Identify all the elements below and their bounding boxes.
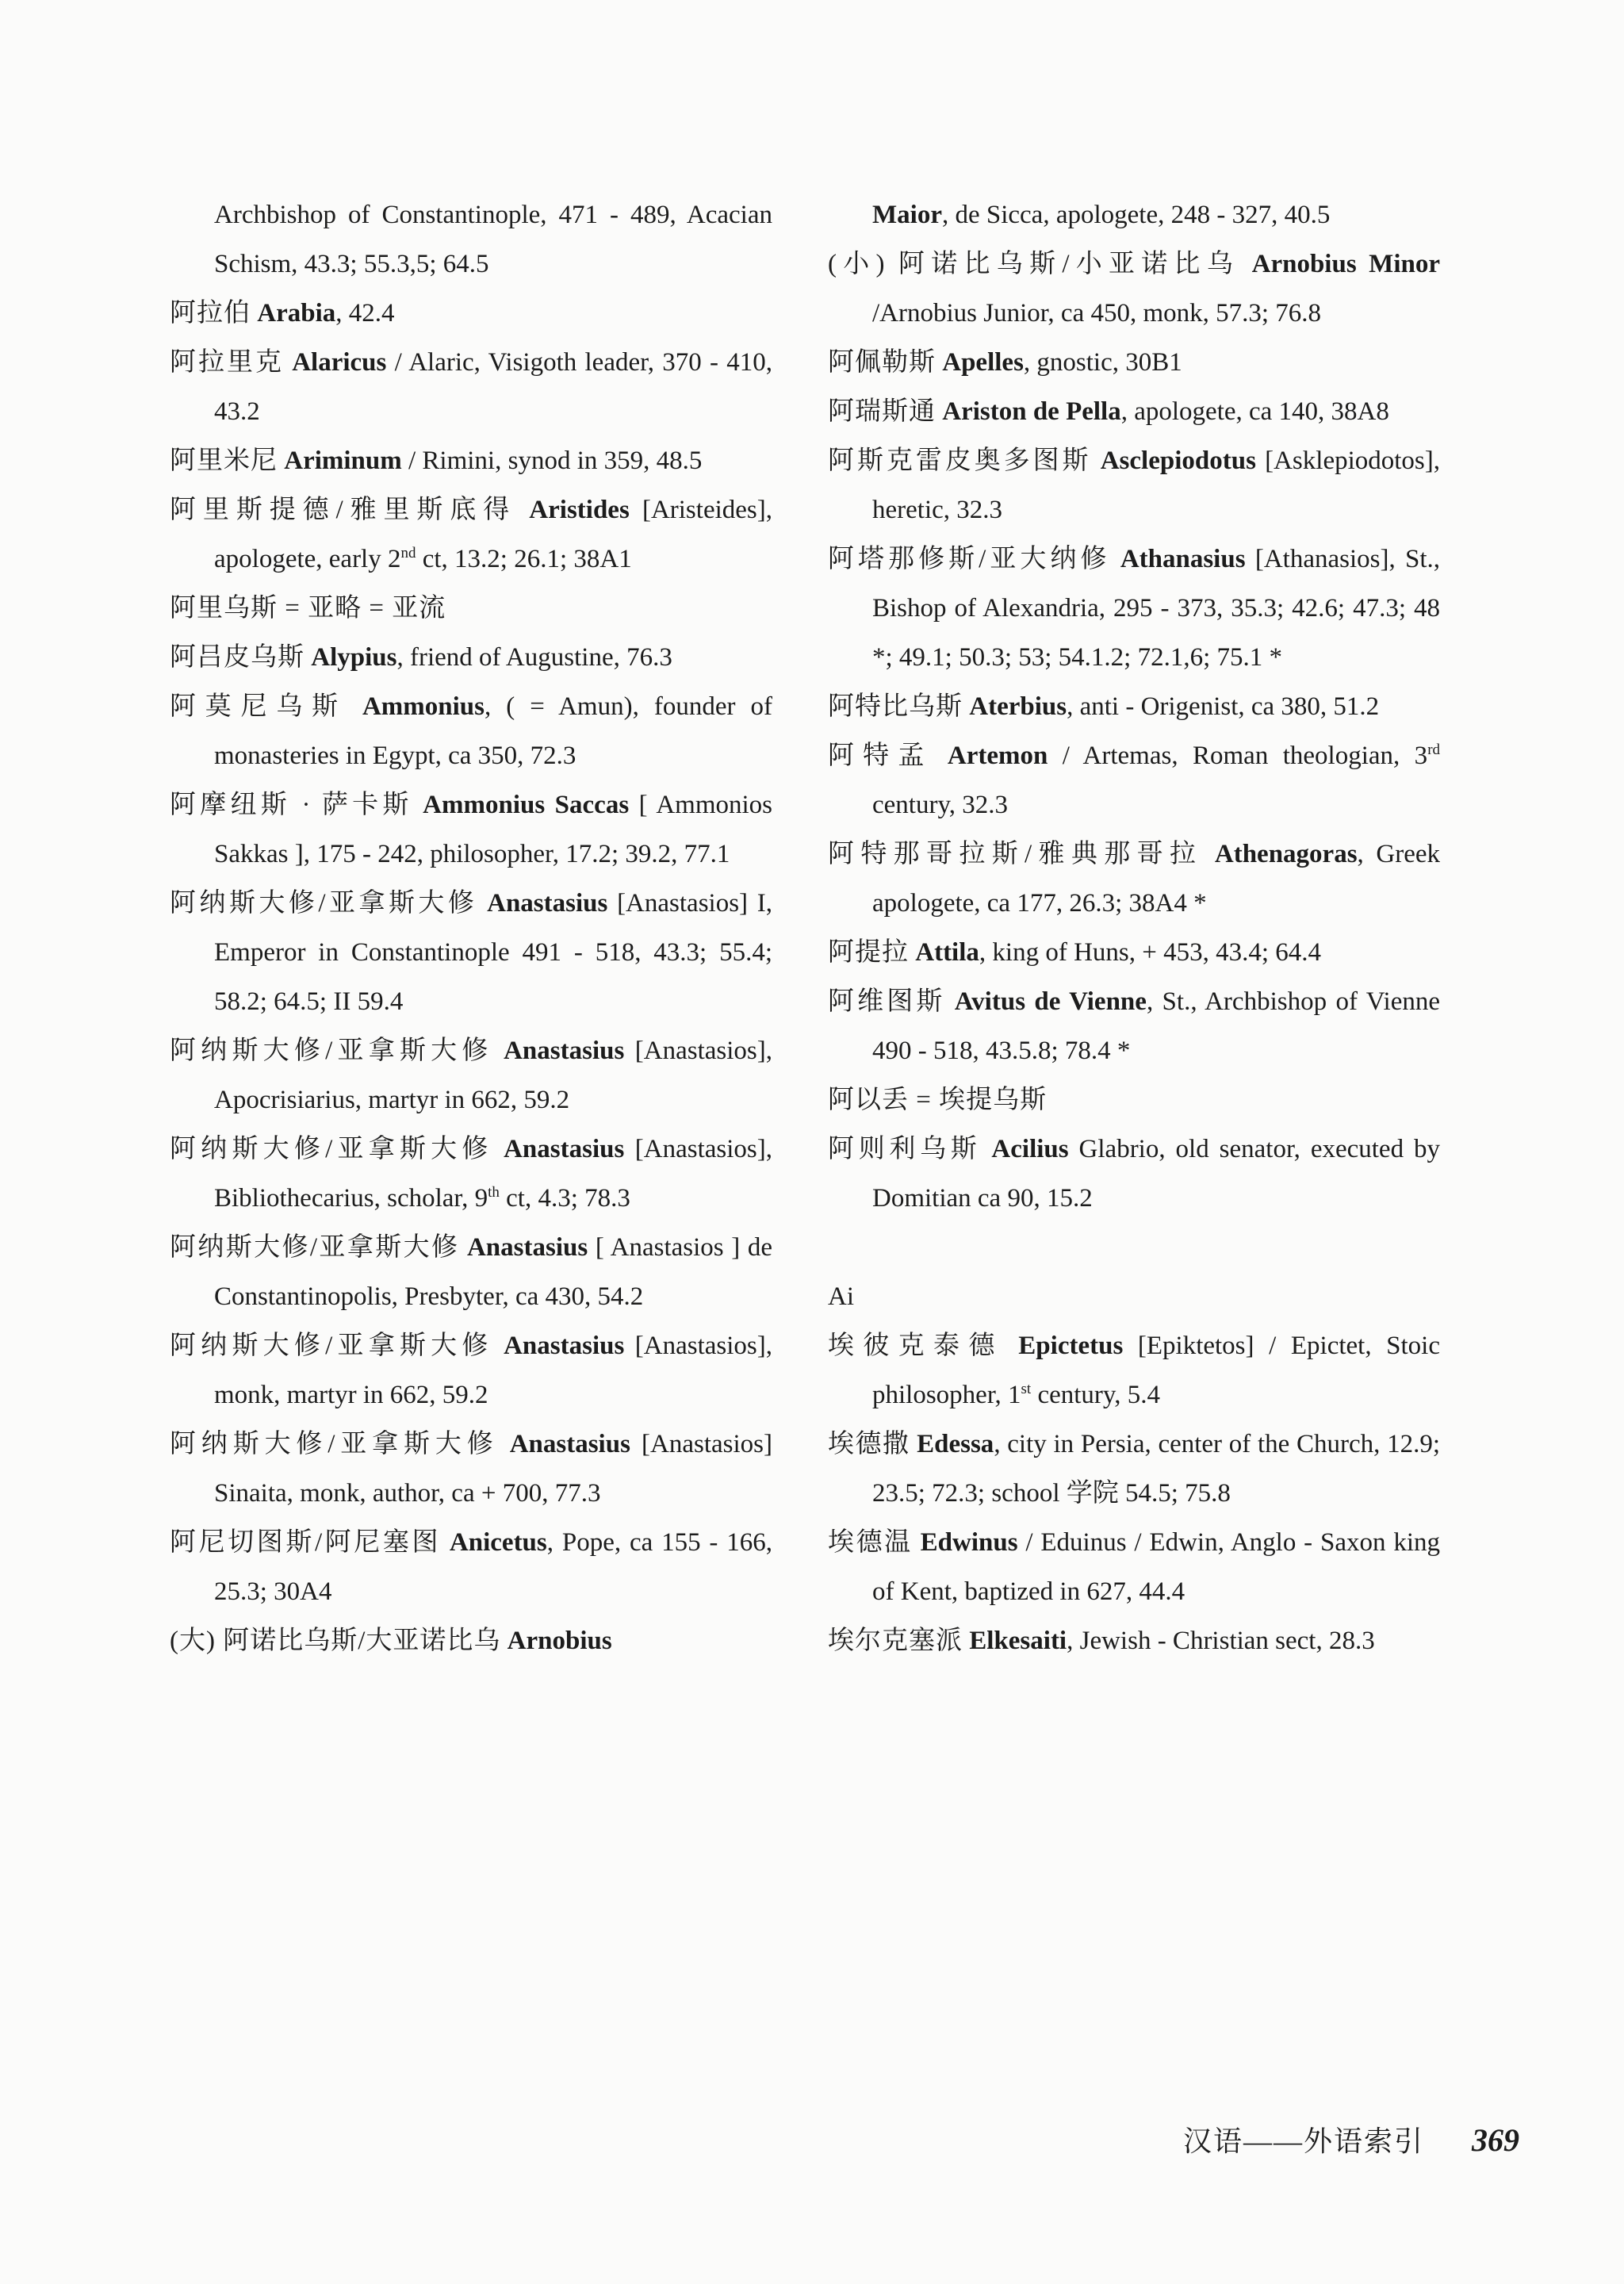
headword: Ammonius [362,692,485,721]
chinese-term: 阿纳斯大修/亚拿斯大修 [170,1037,493,1065]
headword: Epictetus [1018,1332,1124,1360]
headword: Asclepiodotus [1100,446,1256,475]
headword: Acilius [991,1135,1069,1163]
chinese-term: (大) 阿诺比乌斯/大亚诺比乌 [170,1627,501,1655]
chinese-term: 阿则利乌斯 [828,1135,982,1163]
chinese-term: 阿拉里克 [170,348,284,377]
entry-details: , 42.4 [335,299,395,328]
index-entry [828,1616,1440,1665]
headword: Elkesaiti [969,1627,1067,1655]
index-entry [828,977,1440,1075]
chinese-term: 埃德温 [828,1528,913,1557]
entry-details: , St., Archbishop of Vienne 490 - 518, 43.5.8; 78.4 * [872,987,1441,1065]
entry-details-cont: century, 32.3 [872,791,1009,819]
headword: Arnobius [507,1627,612,1655]
chinese-term: 埃尔克塞派 [828,1627,963,1655]
headword: Ariston de Pella [942,397,1121,426]
entry-details: / Rimini, synod in 359, 48.5 [401,446,703,475]
entry-details-cont: ct, 13.2; 26.1; 38A1 [416,545,632,573]
entry-details: , apologete, ca 140, 38A8 [1120,397,1389,426]
entry-details: [Anastasios] Sinaita, monk, author, ca + 700, 77.3 [214,1430,773,1508]
entry-details: [Epiktetos] / Epictet, Stoic philosopher, 1 [872,1332,1441,1409]
index-entry [170,1518,772,1616]
headword: Aterbius [969,692,1067,721]
headword: Edessa [917,1430,994,1458]
entry-details: / Eduinus / Edwin, Anglo - Saxon king of Kent, baptized in 627, 44.4 [872,1528,1441,1606]
chinese-term: 阿瑞斯通 [828,397,936,426]
index-entry [828,1125,1440,1223]
index-entry [828,535,1440,682]
headword: Artemon [947,742,1048,770]
index-entry [828,190,1440,240]
chinese-term: 阿纳斯大修/亚拿斯大修 [170,889,478,918]
index-entry [170,780,772,879]
chinese-term: 阿维图斯 [828,987,946,1016]
chinese-term: 埃德撒 [828,1430,910,1458]
index-entry [170,338,772,436]
headword: Alypius [311,643,397,672]
chinese-term: 阿摩纽斯 · 萨卡斯 [170,791,413,819]
section-gap [828,1223,1440,1272]
index-entry [170,879,772,1026]
entry-details: Glabrio, old senator, executed by Domitian ca 90, 15.2 [872,1135,1441,1213]
entry-details: , king of Huns, + 453, 43.4; 64.4 [979,938,1322,967]
headword: Arnobius Minor [1251,250,1440,278]
index-entry [170,190,772,289]
entry-details-cont: century, 5.4 [1031,1381,1160,1409]
entry-details: / Alaric, Visigoth leader, 370 - 410, 43.2 [214,348,773,426]
entry-details: [ Ammonios Sakkas ], 175 - 242, philosopher, 17.2; 39.2, 77.1 [214,791,772,868]
index-entry [170,1321,772,1420]
entry-details: [Athanasios], St., Bishop of Alexandria, 295 - 373, 35.3; 42.6; 47.3; 48 *; 49.1; 50.3; 53; 54.1.2; 72.1,6; 75.1 * [872,545,1441,672]
headword: Maior [872,201,942,229]
index-entry [828,830,1440,928]
entry-details: , Greek apologete, ca 177, 26.3; 38A4 * [872,840,1441,918]
index-entry [170,584,772,633]
chinese-term: 阿纳斯大修/亚拿斯大修 [170,1430,499,1458]
chinese-term: 阿特比乌斯 [828,692,963,721]
index-entry [170,1616,772,1665]
chinese-term: 阿尼切图斯/阿尼塞图 [170,1528,442,1557]
entry-details: [Anastasios], Bibliothecarius, scholar, 9 [214,1135,773,1213]
entry-details: [Anastasios] I, Emperor in Constantinople 491 - 518, 43.3; 55.4; 58.2; 64.5; II 59.4 [214,889,772,1016]
ordinal-suffix: rd [1427,742,1441,758]
headword: Athanasius [1120,545,1246,573]
headword: Aristides [529,496,630,524]
entry-details: , city in Persia, center of the Church, 12.9; 23.5; 72.3; school 学院 54.5; 75.8 [872,1430,1441,1508]
chinese-term: 阿纳斯大修/亚拿斯大修 [170,1233,460,1262]
entry-details: [Aristeides], apologete, early 2 [214,496,772,573]
page-footer [1183,2119,1519,2159]
entry-details: [Anastasios], monk, martyr in 662, 59.2 [214,1332,773,1409]
chinese-term: 阿特那哥拉斯/雅典那哥拉 [828,840,1203,868]
index-entry [170,289,772,338]
entry-details-cont: ct, 4.3; 78.3 [499,1184,630,1213]
ordinal-suffix: st [1021,1381,1032,1397]
headword: Ammonius Saccas [423,791,630,819]
index-entry [828,682,1440,731]
index-entry [828,1321,1440,1420]
ordinal-suffix: nd [400,545,416,561]
headword: Anastasius [504,1037,625,1065]
index-entry [828,1518,1440,1616]
chinese-term: 阿里米尼 [170,446,278,475]
chinese-term: 阿塔那修斯/亚大纳修 [828,545,1111,573]
chinese-term: 阿纳斯大修/亚拿斯大修 [170,1135,493,1163]
chinese-term: 阿拉伯 [170,299,251,328]
entry-details: , Jewish - Christian sect, 28.3 [1067,1627,1375,1655]
entry-details: [ Anastasios ] de Constantinopolis, Presbyter, ca 430, 54.2 [214,1233,773,1311]
headword: Anastasius [504,1135,625,1163]
headword: Arabia [257,299,336,328]
index-entry [828,387,1440,436]
entry-details: , friend of Augustine, 76.3 [396,643,672,672]
ordinal-suffix: th [488,1184,500,1201]
chinese-term: 阿纳斯大修/亚拿斯大修 [170,1332,493,1360]
chinese-term: 阿斯克雷皮奥多图斯 [828,446,1092,475]
index-entry [170,436,772,485]
index-entry [828,1420,1440,1518]
headword: Ariminum [284,446,402,475]
chinese-term: 阿以丢 = 埃提乌斯 [828,1086,1048,1114]
running-title: 汉语——外语索引 [1182,2125,1424,2157]
index-entry [828,731,1440,830]
index-entry [170,682,772,780]
chinese-term: 阿里斯提德/雅里斯底得 [170,496,517,524]
index-entry [170,485,772,584]
entry-details: / Artemas, Roman theologian, 3 [1048,742,1428,770]
chinese-term: (小) 阿诺比乌斯/小亚诺比乌 [828,250,1240,278]
chinese-term: 阿莫尼乌斯 [170,692,347,721]
index-entry [170,1125,772,1223]
index-entry [828,1075,1440,1125]
chinese-term: 阿提拉 [828,938,909,967]
chinese-term: 阿吕皮乌斯 [170,643,304,672]
index-entry [170,1026,772,1125]
headword: Anicetus [449,1528,547,1557]
entry-details: /Arnobius Junior, ca 450, monk, 57.3; 76.8 [872,299,1322,328]
chinese-term: 埃彼克泰德 [828,1332,1004,1360]
page-number: 369 [1472,2122,1519,2158]
right-column [828,190,1440,1665]
headword: Avitus de Vienne [954,987,1147,1016]
section-heading: Ai [828,1282,854,1311]
entry-details: , gnostic, 30B1 [1023,348,1182,377]
headword: Athenagoras [1214,840,1358,868]
headword: Apelles [942,348,1024,377]
entry-details: , Pope, ca 155 - 166, 25.3; 30A4 [214,1528,772,1606]
entry-details: , de Sicca, apologete, 248 - 327, 40.5 [941,201,1331,229]
chinese-term: 阿佩勒斯 [828,348,936,377]
entry-details: [Asklepiodotos], heretic, 32.3 [872,446,1441,524]
index-entry [170,633,772,682]
index-entry [828,928,1440,977]
index-entry [170,1420,772,1518]
left-column [170,190,772,1665]
index-entry [828,338,1440,387]
index-entry [828,240,1440,338]
headword: Anastasius [504,1332,625,1360]
headword: Alaricus [292,348,387,377]
entry-details: , anti - Origenist, ca 380, 51.2 [1067,692,1380,721]
entry-details: [Anastasios], Apocrisiarius, martyr in 662, 59.2 [214,1037,773,1114]
headword: Anastasius [487,889,608,918]
headword: Anastasius [509,1430,630,1458]
index-entry [170,1223,772,1321]
headword: Anastasius [466,1233,588,1262]
index-entry [828,436,1440,535]
headword: Edwinus [920,1528,1018,1557]
chinese-term: 阿里乌斯 = 亚略 = 亚流 [170,594,446,623]
headword: Attila [915,938,979,967]
chinese-term: 阿特孟 [828,742,933,770]
entry-details: Archbishop of Constantinople, 471 - 489, Acacian Schism, 43.3; 55.3,5; 64.5 [214,201,772,278]
entry-details: , ( = Amun), founder of monasteries in Egypt, ca 350, 72.3 [214,692,773,770]
